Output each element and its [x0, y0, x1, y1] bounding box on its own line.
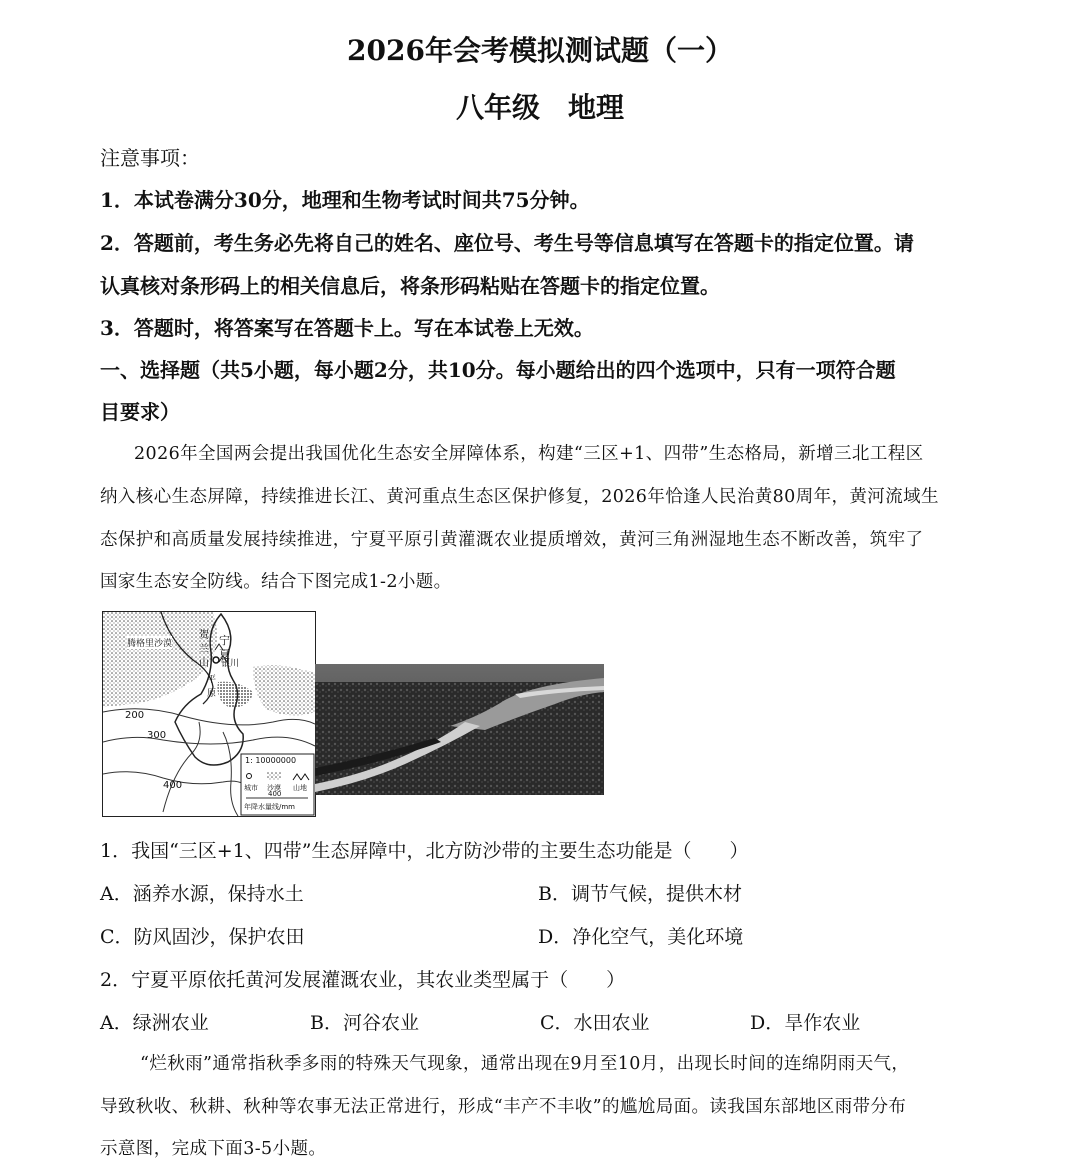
exam-title: 2026年会考模拟测试题（一）: [347, 34, 733, 67]
desert-label: 腾格里沙漠: [127, 636, 172, 649]
legend-isoline-label: 年降水量线/mm: [244, 803, 295, 811]
q2-stem: 2．宁夏平原依托黄河发展灌溉农业，其农业类型属于（ ）: [100, 969, 626, 991]
legend-desert-label: 沙漠: [267, 784, 281, 792]
passage1-line-4: 国家生态安全防线。结合下图完成1-2小题。: [100, 572, 452, 592]
mountain-label-2: 兰: [199, 644, 209, 655]
mountain-label-3: 山: [199, 658, 209, 669]
desert-area-east: [253, 665, 315, 715]
section-heading-continued: 目要求）: [100, 400, 180, 424]
note-item-1: 1．本试卷满分30分，地理和生物考试时间共75分钟。: [100, 188, 590, 212]
legend-desert-swatch: [267, 772, 281, 780]
legend-city-marker: [247, 774, 252, 779]
legend-isoline-value: 400: [268, 790, 282, 798]
q1-option-b: B．调节气候，提供木材: [538, 883, 742, 905]
map-scale: 1: 10000000: [245, 756, 297, 765]
ningxia-map: [102, 611, 316, 817]
legend-mountain-label: 山地: [293, 784, 307, 792]
section-heading: 一、选择题（共5小题，每小题2分，共10分。每小题给出的四个选项中，只有一项符合题: [100, 358, 896, 382]
isoline-label-200: 200: [125, 710, 145, 721]
q2-option-c: C．水田农业: [540, 1012, 650, 1034]
plain-label-1: 平: [207, 675, 217, 685]
isoline-300: [103, 737, 315, 746]
q1-option-a: A．涵养水源，保持水土: [100, 883, 304, 905]
passage1-line-1: 2026年全国两会提出我国优化生态安全屏障体系，构建“三区+1、四带”生态格局，新增三北工程区: [134, 444, 924, 464]
passage2-line-2: 导致秋收、秋耕、秋种等农事无法正常进行，形成“丰产不丰收”的尴尬局面。读我国东部地区雨带分布: [100, 1097, 907, 1117]
note-item-3: 3．答题时，将答案写在答题卡上。写在本试卷上无效。: [100, 316, 594, 340]
note-item-2: 2．答题前，考生务必先将自己的姓名、座位号、考生号等信息填写在答题卡的指定位置。请: [100, 231, 914, 255]
legend-city-label: 城市: [244, 784, 258, 792]
passage2-line-1: “烂秋雨”通常指秋季多雨的特殊天气现象，通常出现在9月至10月，出现长时间的连绵阴雨天气，: [140, 1054, 910, 1074]
isoline-label-300: 300: [147, 730, 167, 741]
irrigation-photo: [315, 664, 604, 795]
q1-option-d: D．净化空气，美化环境: [538, 926, 744, 948]
region-label-2: 夏: [219, 648, 230, 661]
q2-option-a: A．绿洲农业: [100, 1012, 209, 1034]
isoline-label-400: 400: [163, 780, 183, 791]
plain-label-2: 原: [207, 689, 217, 699]
notes-heading: 注意事项：: [100, 146, 200, 170]
q1-option-c: C．防风固沙，保护农田: [100, 926, 305, 948]
q2-option-b: B．河谷农业: [310, 1012, 419, 1034]
passage1-line-2: 纳入核心生态屏障，持续推进长江、黄河重点生态区保护修复，2026年恰逢人民治黄80周年，黄河流域生: [100, 487, 939, 507]
river-branch: [223, 732, 238, 816]
note-item-2-continued: 认真核对条形码上的相关信息后，将条形码粘贴在答题卡的指定位置。: [100, 274, 720, 298]
region-label-1: 宁: [219, 634, 230, 647]
q2-option-d: D．旱作农业: [750, 1012, 861, 1034]
passage1-line-3: 态保护和高质量发展持续推进，宁夏平原引黄灌溉农业提质增效，黄河三角洲湿地生态不断改善，筑牢了: [100, 530, 924, 550]
city-label: 银川: [221, 659, 240, 669]
mountain-label-1: 贺: [199, 630, 209, 641]
passage2-line-3: 示意图，完成下面3-5小题。: [100, 1139, 327, 1159]
q1-stem: 1．我国“三区+1、四带”生态屏障中，北方防沙带的主要生态功能是（ ）: [100, 840, 749, 862]
exam-subtitle: 八年级 地理: [455, 91, 624, 124]
